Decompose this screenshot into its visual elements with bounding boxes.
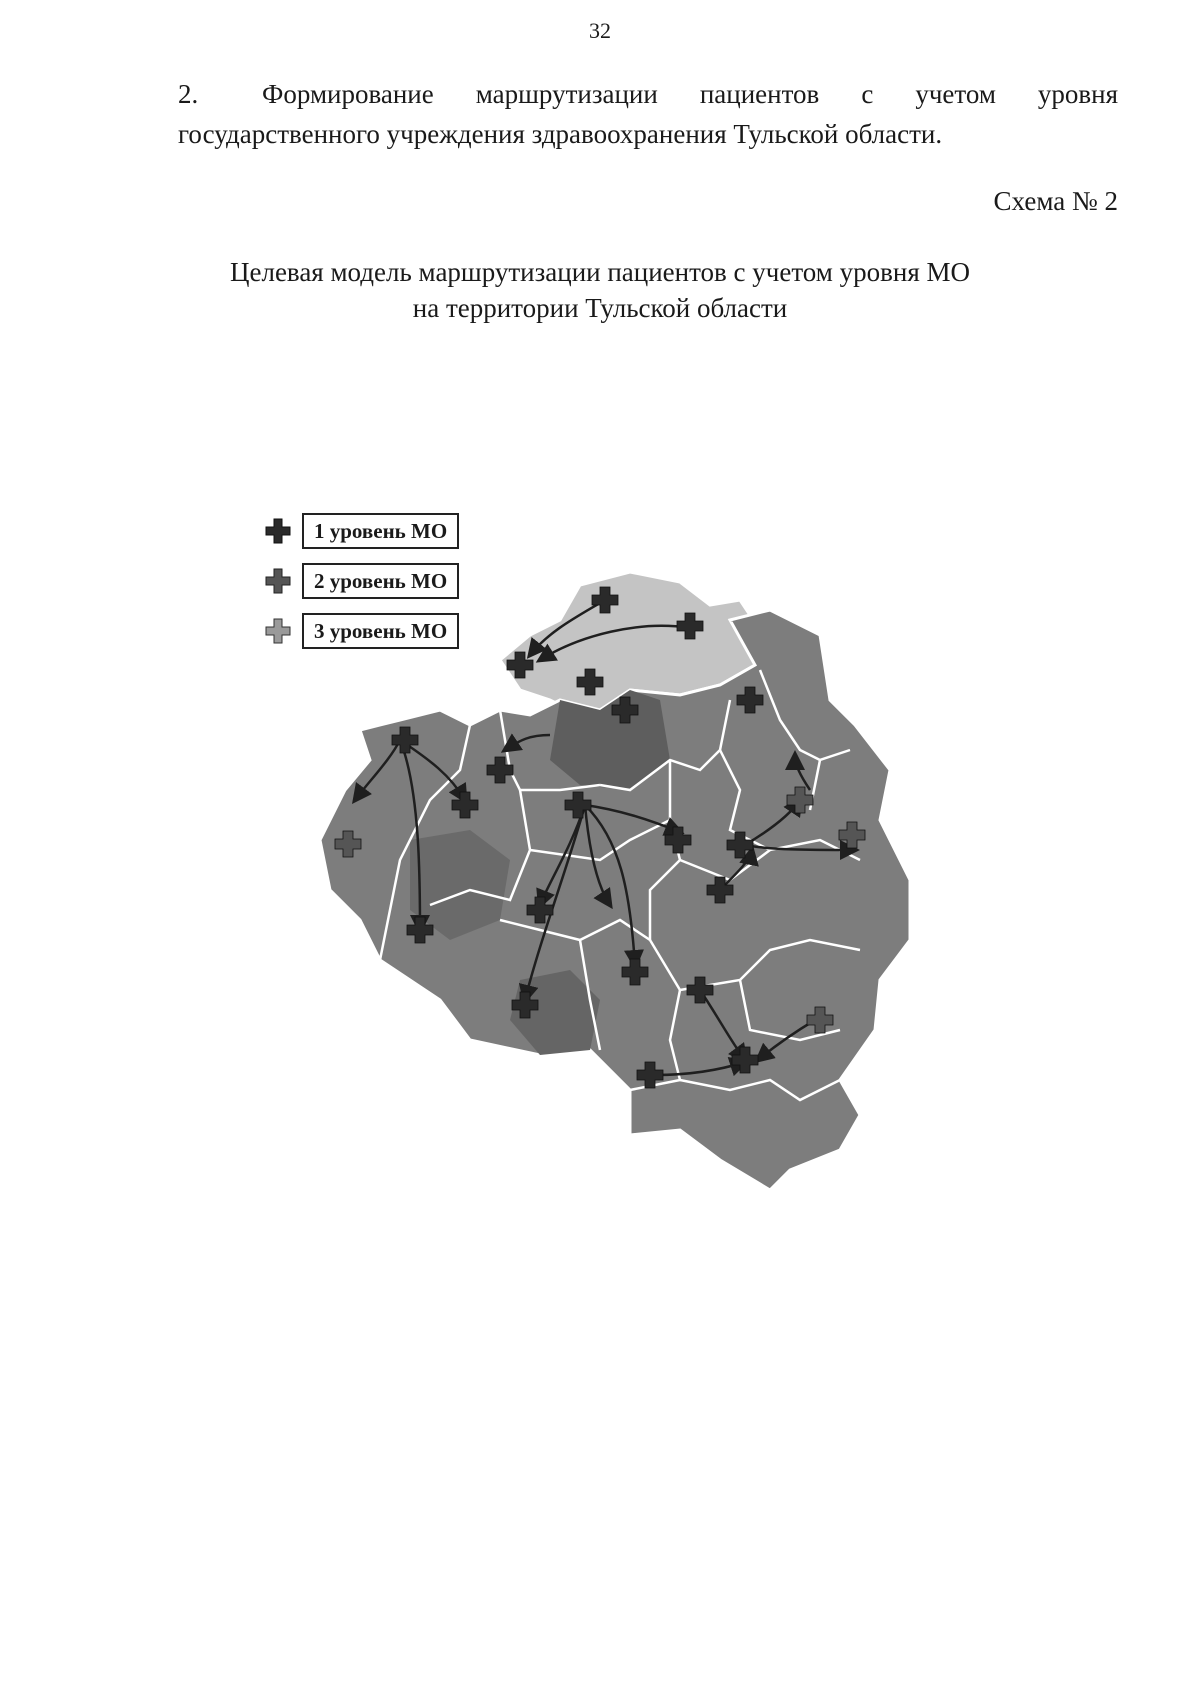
medical-cross-icon (264, 617, 292, 645)
legend-label: 3 уровень МО (302, 613, 459, 649)
heading-word: уровня (1037, 79, 1119, 109)
legend-label: 2 уровень МО (302, 563, 459, 599)
region-map (300, 560, 1000, 1290)
section-number: 2. (178, 79, 199, 109)
page-number: 32 (589, 18, 611, 43)
scheme-title-line1: Целевая модель маршрутизации пациентов с учетом уровня МО (229, 257, 970, 287)
section-heading-line1 (178, 74, 1118, 114)
heading-word: с (861, 79, 874, 109)
heading-word: маршрутизации (475, 79, 658, 109)
section-heading-line2: государственного учреждения здравоохранения Тульской области. (178, 119, 943, 149)
legend-label: 1 уровень МО (302, 513, 459, 549)
scheme-label: Схема № 2 (993, 186, 1118, 216)
heading-word: учетом (915, 79, 996, 109)
section-heading (178, 74, 1118, 154)
medical-cross-icon (264, 517, 292, 545)
legend-item-level-1 (264, 512, 459, 550)
scheme-title-line2: на территории Тульской области (412, 293, 788, 323)
medical-cross-icon (264, 567, 292, 595)
scheme-title (0, 254, 1200, 326)
heading-word: пациентов (699, 79, 820, 109)
region-map-graphic (300, 560, 1000, 1290)
heading-word: Формирование (262, 79, 434, 109)
